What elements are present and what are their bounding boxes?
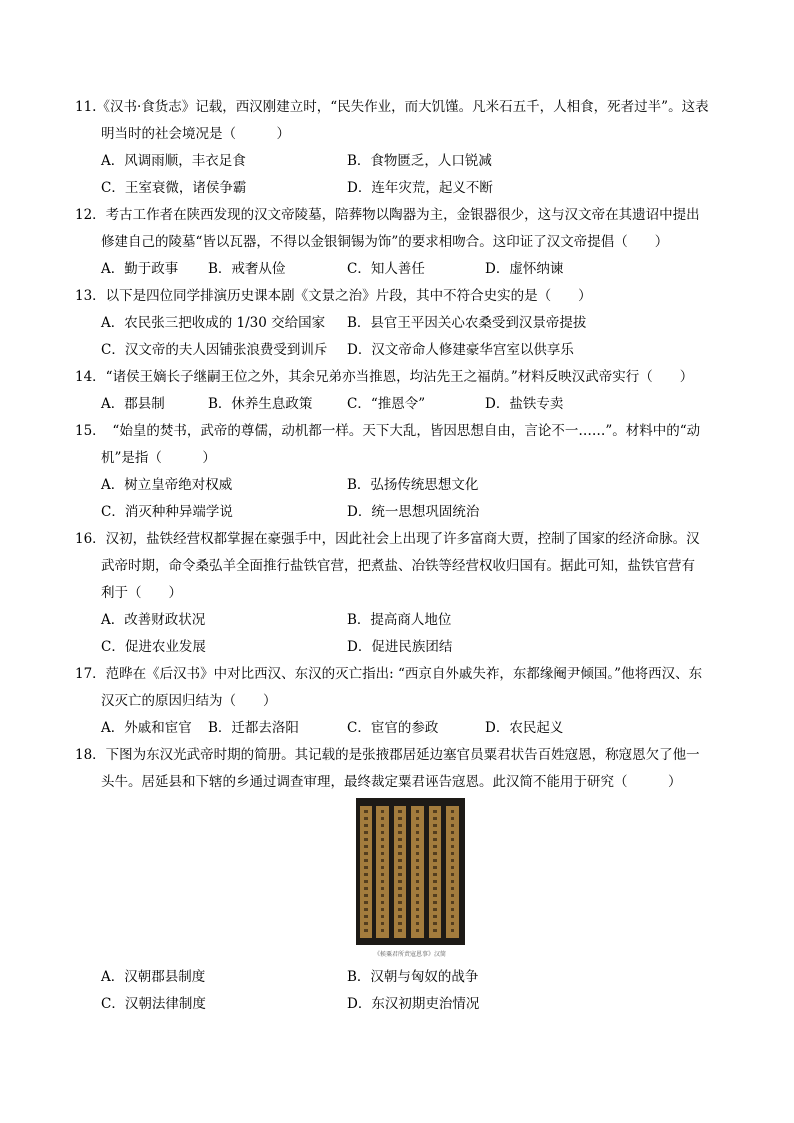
- q16-stem-line-1: 16．汉初，盐铁经营权都掌握在豪强手中，因此社会上出现了许多富商大贾，控制了国家的经济命脉。汉: [75, 531, 700, 547]
- q17-option-a: A．外戚和宦官: [101, 720, 192, 736]
- q11-option-c: C．王室衰微，诸侯争霸: [101, 180, 247, 196]
- q17-stem-line-1: 17．范晔在《后汉书》中对比西汉、东汉的灭亡指出: “西京自外戚失祚，东都缘阉尹倾国。”他将西汉、东: [75, 666, 703, 682]
- q15-option-c: C．消灭种种异端学说: [101, 504, 233, 520]
- q16-option-b: B．提高商人地位: [347, 612, 452, 628]
- q11-option-d: D．连年灾荒，起义不断: [347, 180, 493, 196]
- q14-option-d: D．盐铁专卖: [485, 396, 564, 412]
- q14-option-b: B．休养生息政策: [208, 396, 313, 412]
- q14-option-c: C．“推恩令”: [347, 396, 426, 412]
- q15-option-a: A．树立皇帝绝对权威: [101, 477, 233, 493]
- q13-option-b: B．县官王平因关心农桑受到汉景帝提拔: [347, 315, 587, 331]
- q18-option-a: A．汉朝郡县制度: [101, 969, 206, 985]
- q14-stem-line-1: 14．“诸侯王嫡长子继嗣王位之外，其余兄弟亦当推恩，均沾先王之福荫。”材料反映汉武帝实行（ ）: [75, 369, 694, 385]
- q11-stem-line-1: 11.《汉书·食货志》记载，西汉刚建立时，“民失作业，而大饥馑。凡米石五千，人相食，死者过半”。这表: [75, 99, 709, 115]
- q12-stem-line-1: 12．考古工作者在陕西发现的汉文帝陵墓，陪葬物以陶器为主，金银器很少，这与汉文帝在其遗诏中提出: [75, 207, 700, 223]
- q13-option-c: C．汉文帝的夫人因铺张浪费受到训斥: [101, 342, 328, 358]
- q16-option-c: C．促进农业发展: [101, 639, 206, 655]
- q11-option-b: B．食物匮乏，人口锐减: [347, 153, 492, 169]
- q15-option-d: D．统一思想巩固统治: [347, 504, 480, 520]
- q15-option-b: B．弘扬传统思想文化: [347, 477, 479, 493]
- q12-option-c: C．知人善任: [347, 261, 425, 277]
- q17-option-d: D．农民起义: [485, 720, 564, 736]
- q16-option-a: A．改善财政状况: [101, 612, 206, 628]
- q13-option-a: A．农民张三把收成的 1/30 交给国家: [101, 315, 326, 331]
- q17-option-c: C．宦官的参政: [347, 720, 439, 736]
- q16-stem-line-2: 武帝时期，命令桑弘羊全面推行盐铁官营，把煮盐、冶铁等经营权收归国有。据此可知，盐铁官营有: [101, 558, 695, 574]
- q11-option-a: A．风调雨顺，丰衣足食: [101, 153, 246, 169]
- q13-option-d: D．汉文帝命人修建豪华宫室以供享乐: [347, 342, 574, 358]
- q12-option-b: B．戒奢从俭: [208, 261, 286, 277]
- han-bamboo-slips-image: [356, 798, 465, 945]
- q18-option-b: B．汉朝与匈奴的战争: [347, 969, 479, 985]
- q13-stem-line-1: 13．以下是四位同学排演历史课本剧《文景之治》片段，其中不符合史实的是（ ）: [75, 288, 592, 304]
- q16-stem-line-3: 利于（ ）: [101, 585, 182, 601]
- q18-stem-line-1: 18．下图为东汉光武帝时期的简册。其记载的是张掖郡居延边塞官员粟君状告百姓寇恩，称寇恩欠了他一: [75, 747, 700, 763]
- q18-option-d: D．东汉初期吏治情况: [347, 996, 480, 1012]
- q15-stem-line-1: 15． “始皇的焚书，武帝的尊儒，动机都一样。天下大乱，皆因思想自由，言论不一……”。材料中的“动: [75, 423, 701, 439]
- q12-option-a: A．勤于政事: [101, 261, 179, 277]
- q18-option-c: C．汉朝法律制度: [101, 996, 206, 1012]
- q12-stem-line-2: 修建自己的陵墓“皆以瓦器，不得以金银铜锡为饰”的要求相吻合。这印证了汉文帝提倡（ ）: [101, 234, 669, 250]
- figure-caption: 《候粟君所责寇恩事》汉简: [373, 951, 446, 958]
- q17-option-b: B．迁都去洛阳: [208, 720, 299, 736]
- q15-stem-line-2: 机”是指（ ）: [101, 450, 216, 466]
- q12-option-d: D．虚怀纳谏: [485, 261, 564, 277]
- q17-stem-line-2: 汉灭亡的原因归结为（ ）: [101, 693, 277, 709]
- q18-stem-line-2: 头牛。居延县和下辖的乡通过调查审理，最终裁定粟君诬告寇恩。此汉简不能用于研究（ ）: [101, 774, 682, 790]
- q11-stem-line-2: 明当时的社会境况是（ ）: [101, 126, 290, 142]
- q14-option-a: A．郡县制: [101, 396, 165, 412]
- q16-option-d: D．促进民族团结: [347, 639, 453, 655]
